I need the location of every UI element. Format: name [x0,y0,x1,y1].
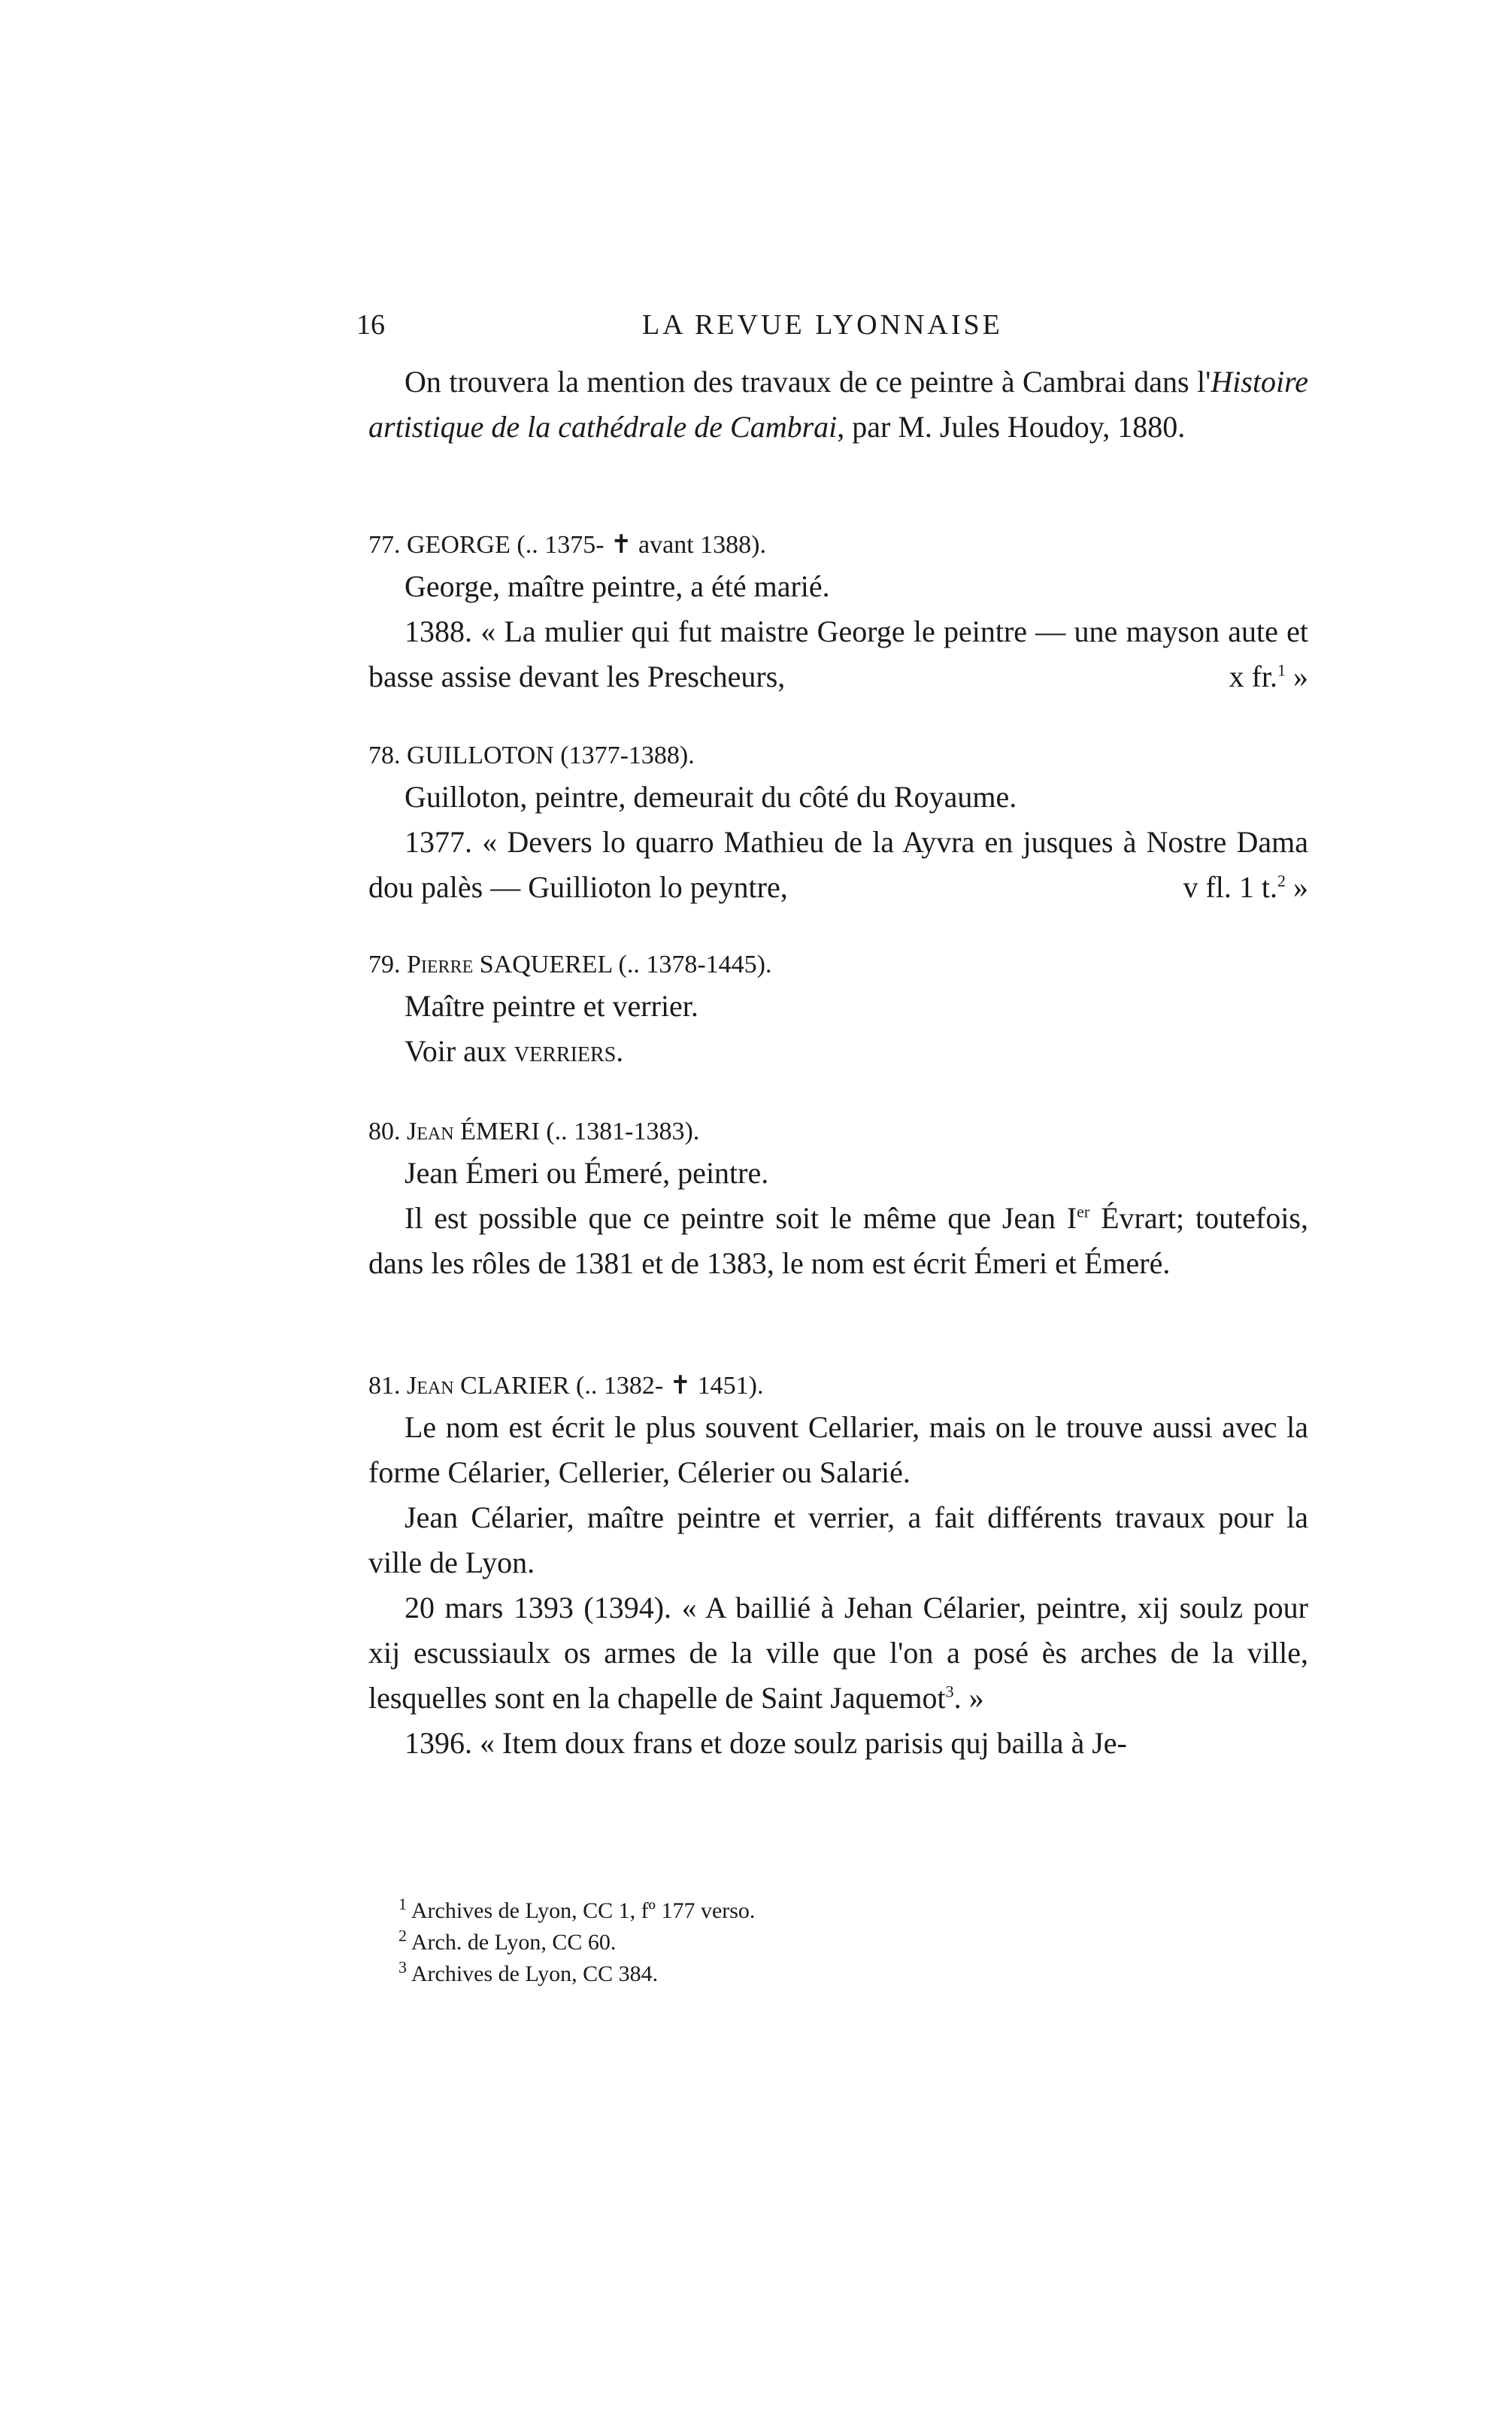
book-title: Histoire artistique de la cathédrale de Cambrai [368,365,1309,444]
entry-81-heading: 81. Jean CLARIER (.. 1382- ✝ 1451). [368,1372,764,1400]
entry-81-para1: Le nom est écrit le plus souvent Cellarier, mais on le trouve aussi avec la forme Célarier, Cellerier, Célerier ou Salarié. [368,1410,1308,1489]
entry-80-line1: Jean Émeri ou Émeré, peintre. [405,1156,769,1190]
entry-77-amount: x fr.$^1$ » [1229,660,1308,693]
entry-81 [368,1367,1308,1766]
entry-81-para3: 20 mars 1393 (1394). « A baillié à Jehan Célarier, peintre, xij soulz pour xij escussiaulx os armes de la ville que l'on a posé ès arches de la ville, lesquelles sont en la chapelle de Saint Jaquemot$^3$. » [368,1591,1308,1715]
running-title: LA REVUE LYONNAISE [642,309,1003,341]
page-header [356,308,1308,350]
intro-text: On trouvera la mention des travaux de ce peintre à Cambrai dans l'Histoire artistique de la cathédrale de Cambrai, par M. Jules Houdoy, 1880. [368,365,1309,444]
entry-80-para1: Il est possible que ce peintre soit le même que Jean Ier Évrart; toutefois, dans les rôles de 1381 et de 1383, le nom est écrit Émeri et Émeré. [368,1201,1308,1280]
entry-77-para1: 1388. « La mulier qui fut maistre George le peintre — une mayson aute et basse assise devant les Prescheurs, x fr.$^1$ » [368,609,1308,699]
entry-79-line1: Maître peintre et verrier. [405,989,698,1023]
entry-78-amount: v fl. 1 t.$^2$ » [1183,870,1308,904]
footnote-1: $^1$ Archives de Lyon, CC 1, fº 177 verso. [398,1895,756,1923]
entry-80-heading: 80. Jean ÉMERI (.. 1381-1383). [368,1118,700,1145]
entry-79 [368,946,1308,1074]
entry-77-line1: George, maître peintre, a été marié. [405,569,830,603]
entry-81-para2: Jean Célarier, maître peintre et verrier, a fait différents travaux pour la ville de Lyon. [368,1500,1308,1579]
entry-78 [368,737,1308,910]
entry-78-para1: 1377. « Devers lo quarro Mathieu de la Ayvra en jusques à Nostre Dama dou palès — Guillioton lo peyntre, v fl. 1 t.$^2$ » [368,820,1308,910]
entry-78-line1: Guilloton, peintre, demeurait du côté du Royaume. [405,780,1017,814]
entry-79-line2: Voir aux verriers. [405,1034,624,1068]
footnote-ref-1: 1 [1277,660,1286,680]
footnote-3: $^3$ Archives de Lyon, CC 384. [398,1958,659,1986]
page-number: 16 [356,309,385,341]
entry-79-heading: 79. Pierre SAQUEREL (.. 1378-1445). [368,951,772,978]
footnotes [398,1895,1000,1990]
footnote-ref-3: 3 [945,1682,954,1701]
footnote-ref-2: 2 [1277,871,1286,890]
entry-80 [368,1113,1308,1286]
entry-81-para4: 1396. « Item doux frans et doze soulz parisis quj bailla à Je- [405,1726,1127,1760]
intro-paragraph [368,359,1308,450]
entry-77 [368,526,1308,699]
entry-78-heading: 78. GUILLOTON (1377-1388). [368,742,695,769]
entry-77-heading: 77. GEORGE (.. 1375- ✝ avant 1388). [368,531,766,559]
footnote-2: $^2$ Arch. de Lyon, CC 60. [398,1926,617,1955]
